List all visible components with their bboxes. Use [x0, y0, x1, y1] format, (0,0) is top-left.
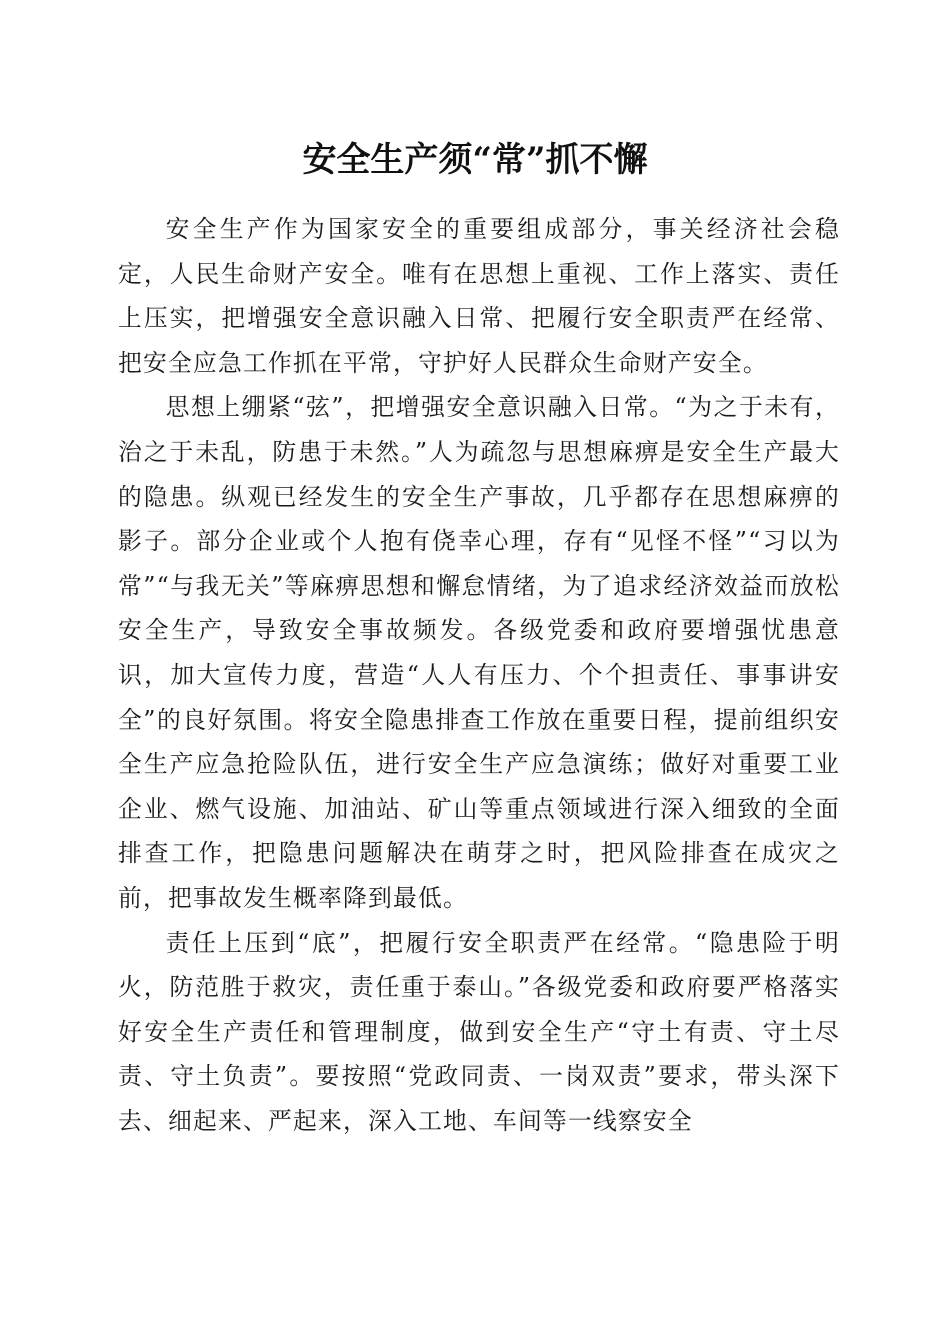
paragraph-intro: 安全生产作为国家安全的重要组成部分，事关经济社会稳定，人民生命财产安全。唯有在思想上重视、工作上落实、责任上压实，把增强安全意识融入日常、把履行安全职责严在经常、把安全应急工作抓在平常，守护好人民群众生命财产安全。 [118, 215, 840, 377]
paragraph-responsibility: 责任上压到“底”，把履行安全职责严在经常。“隐患险于明火，防范胜于救灾，责任重于泰山。”各级党委和政府要严格落实好安全生产责任和管理制度，做到安全生产“守土有责、守土尽责、守土负责”。要按照“党政同责、一岗双责”要求，带头深下去、细起来、严起来，深入工地、车间等一线察安全 [118, 928, 840, 1135]
page-title: 安全生产须“常”抓不懈 [302, 140, 648, 180]
paragraph-awareness: 思想上绷紧“弦”，把增强安全意识融入日常。“为之于未有，治之于未乱，防患于未然。”人为疏忽与思想麻痹是安全生产最大的隐患。纵观已经发生的安全生产事故，几乎都存在思想麻痹的影子。部分企业或个人抱有侥幸心理，存有“见怪不怪”“习以为常”“与我无关”等麻痹思想和懈怠情绪，为了追求经济效益而放松安全生产，导致安全事故频发。各级党委和政府要增强忧患意识，加大宣传力度，营造“人人有压力、个个担责任、事事讲安全”的良好氛围。将安全隐患排查工作放在重要日程，提前组织安全生产应急抢险队伍，进行安全生产应急演练；做好对重要工业企业、燃气设施、加油站、矿山等重点领域进行深入细致的全面排查工作，把隐患问题解决在萌芽之时，把风险排查在成灾之前，把事故发生概率降到最低。 [118, 393, 840, 912]
document-body [118, 207, 840, 1143]
